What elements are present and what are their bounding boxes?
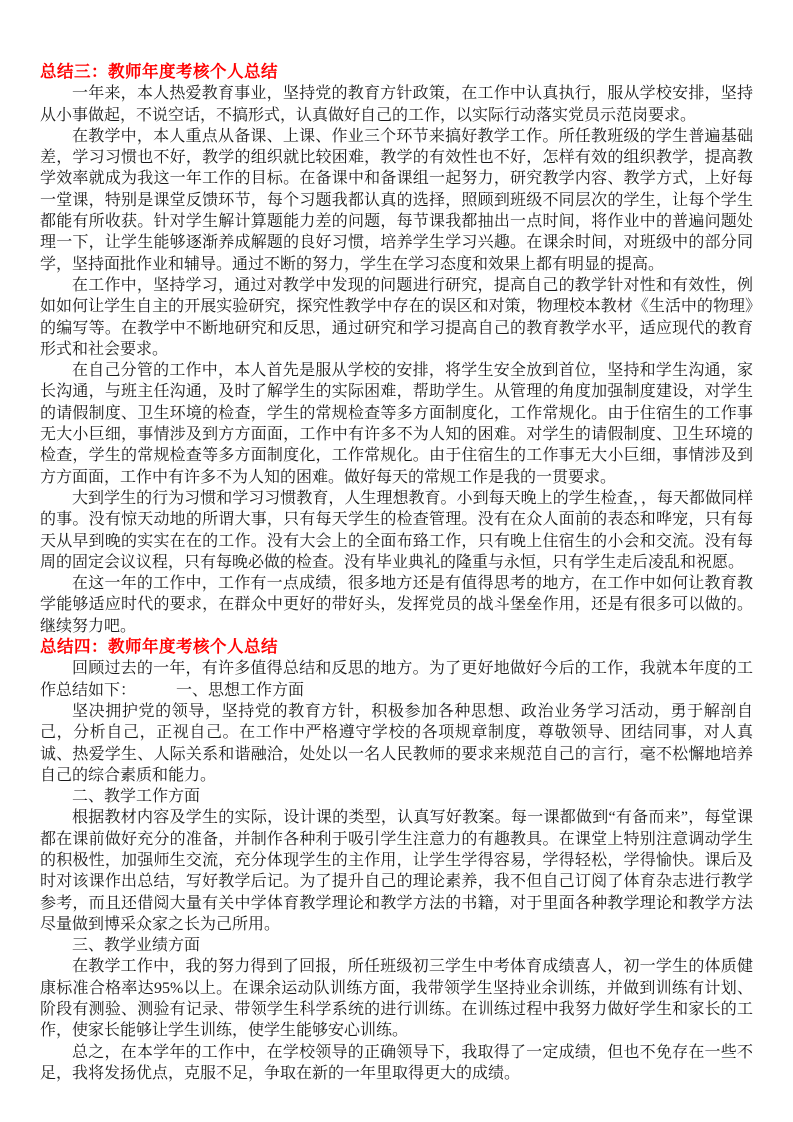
paragraph: 在自己分管的工作中，本人首先是服从学校的安排，将学生安全放到首位，坚持和学生沟通，家长沟通，与班主任沟通，及时了解学生的实际困难，帮助学生。从管理的角度加强制度建设，对学生的请假制度、卫生环境的检查，学生的常规检查等多方面制度化，工作常规化。由于住宿生的工作事无大小巨细，事情涉及到方方面面，工作中有许多不为人知的困难。对学生的请假制度、卫生环境的检查，学生的常规检查等多方面制度化，工作常规化。由于住宿生的工作事无大小巨细，事情涉及到方方面面，工作中有许多不为人知的困难。做好每天的常规工作是我的一贯要求。 bbox=[40, 362, 753, 486]
paragraph: 二、教学工作方面 bbox=[72, 788, 201, 806]
section-heading: 总结四：教师年度考核个人总结 bbox=[40, 638, 278, 657]
summary-section-four bbox=[40, 637, 753, 1084]
paragraph: 三、教学业绩方面 bbox=[72, 937, 201, 955]
paragraph: 在这一年的工作中，工作有一点成绩，很多地方还是有值得思考的地方，在工作中如何让教育教学能够适应时代的要求，在群众中更好的带好头，发挥党员的战斗堡垒作用，还是有很多可以做的。继续努力吧。 bbox=[40, 575, 753, 635]
paragraph: 根据教材内容及学生的实际，设计课的类型，认真写好教案。每一课都做到“有备而来”，每堂课都在课前做好充分的准备，并制作各种利于吸引学生注意力的有趣教具。在课堂上特别注意调动学生的积极性，加强师生交流，充分体现学生的主作用，让学生学得容易，学得轻松，学得愉快。课后及时对该课作出总结，写好教学后记。为了提升自己的理论素养，我不但自己订阅了体育杂志进行教学参考，而且还借阅大量有关中学体育教学理论和教学方法的书籍，对于里面各种教学理论和教学方法尽量做到博采众家之长为己所用。 bbox=[40, 809, 753, 933]
paragraph: 在工作中，坚持学习，通过对教学中发现的问题进行研究，提高自己的教学针对性和有效性，例如如何让学生自主的开展实验研究，探究性教学中存在的误区和对策，物理校本教材《生活中的物理》的编写等。在教学中不断地研究和反思，通过研究和学习提高自己的教育教学水平，适应现代的教育形式和社会要求。 bbox=[40, 276, 753, 358]
section-heading: 总结三：教师年度考核个人总结 bbox=[40, 63, 278, 81]
paragraph: 一年来，本人热爱教育事业，坚持党的教育方针政策，在工作中认真执行，服从学校安排，坚持从小事做起，不说空话，不搞形式，认真做好自己的工作，以实际行动落实党员示范岗要求。 bbox=[40, 85, 753, 124]
paragraph: 在教学工作中，我的努力得到了回报，所任班级初三学生中考体育成绩喜人，初一学生的体质健康标准合格率达95%以上。在课余运动队训练方面，我带领学生坚持业余训练，并做到训练有计划、阶段有测验、测验有记录、带领学生科学系统的进行训练。在训练过程中我努力做好学生和家长的工作，使家长能够让学生训练，使学生能够安心训练。 bbox=[40, 958, 753, 1040]
paragraph: 在教学中，本人重点从备课、上课、作业三个环节来搞好教学工作。所任教班级的学生普遍基础差，学习习惯也不好，教学的组织就比较困难，教学的有效性也不好，怎样有效的组织教学，提高教学效率就成为我这一年工作的目标。在备课中和备课组一起努力，研究教学内容、教学方式，上好每一堂课，特别是课堂反馈环节，每个习题我都认真的选择，照顾到班级不同层次的学生，让每个学生都能有所收获。针对学生解计算题能力差的问题，每节课我都抽出一点时间，将作业中的普遍问题处理一下，让学生能够逐渐养成解题的良好习惯，培养学生学习兴趣。在课余时间，对班级中的部分同学，坚持面批作业和辅导。通过不断的努力，学生在学习态度和效果上都有明显的提高。 bbox=[40, 127, 753, 273]
paragraph: 总之，在本学年的工作中，在学校领导的正确领导下，我取得了一定成绩，但也不免存在一些不足，我将发扬优点，克服不足，争取在新的一年里取得更大的成绩。 bbox=[40, 1043, 753, 1082]
paragraph: 大到学生的行为习惯和学习习惯教育，人生理想教育。小到每天晚上的学生检查，，每天都做同样的事。没有惊天动地的所谓大事，只有每天学生的检查管理。没有在众人面前的表态和哗宠，只有每天从早到晚的实实在在的工作。没有大会上的全面布臵工作，只有晚上住宿生的小会和交流。没有每周的固定会议议程，只有每晚必做的检查。没有毕业典礼的隆重与永恒，只有学生走后凌乱和祝愿。 bbox=[40, 489, 753, 571]
summary-section-three bbox=[40, 62, 753, 637]
paragraph: 回顾过去的一年，有许多值得总结和反思的地方。为了更好地做好今后的工作，我就本年度的工作总结如下： 一、思想工作方面 bbox=[40, 660, 753, 699]
paragraph: 坚决拥护党的领导，坚持党的教育方针，积极参加各种思想、政治业务学习活动，勇于解剖自己，分析自己，正视自己。在工作中严格遵守学校的各项规章制度，尊敬领导、团结同事，对人真诚、热爱学生、人际关系和谐融洽，处处以一名人民教师的要求来规范自己的言行，毫不松懈地培养自己的综合素质和能力。 bbox=[40, 702, 753, 784]
